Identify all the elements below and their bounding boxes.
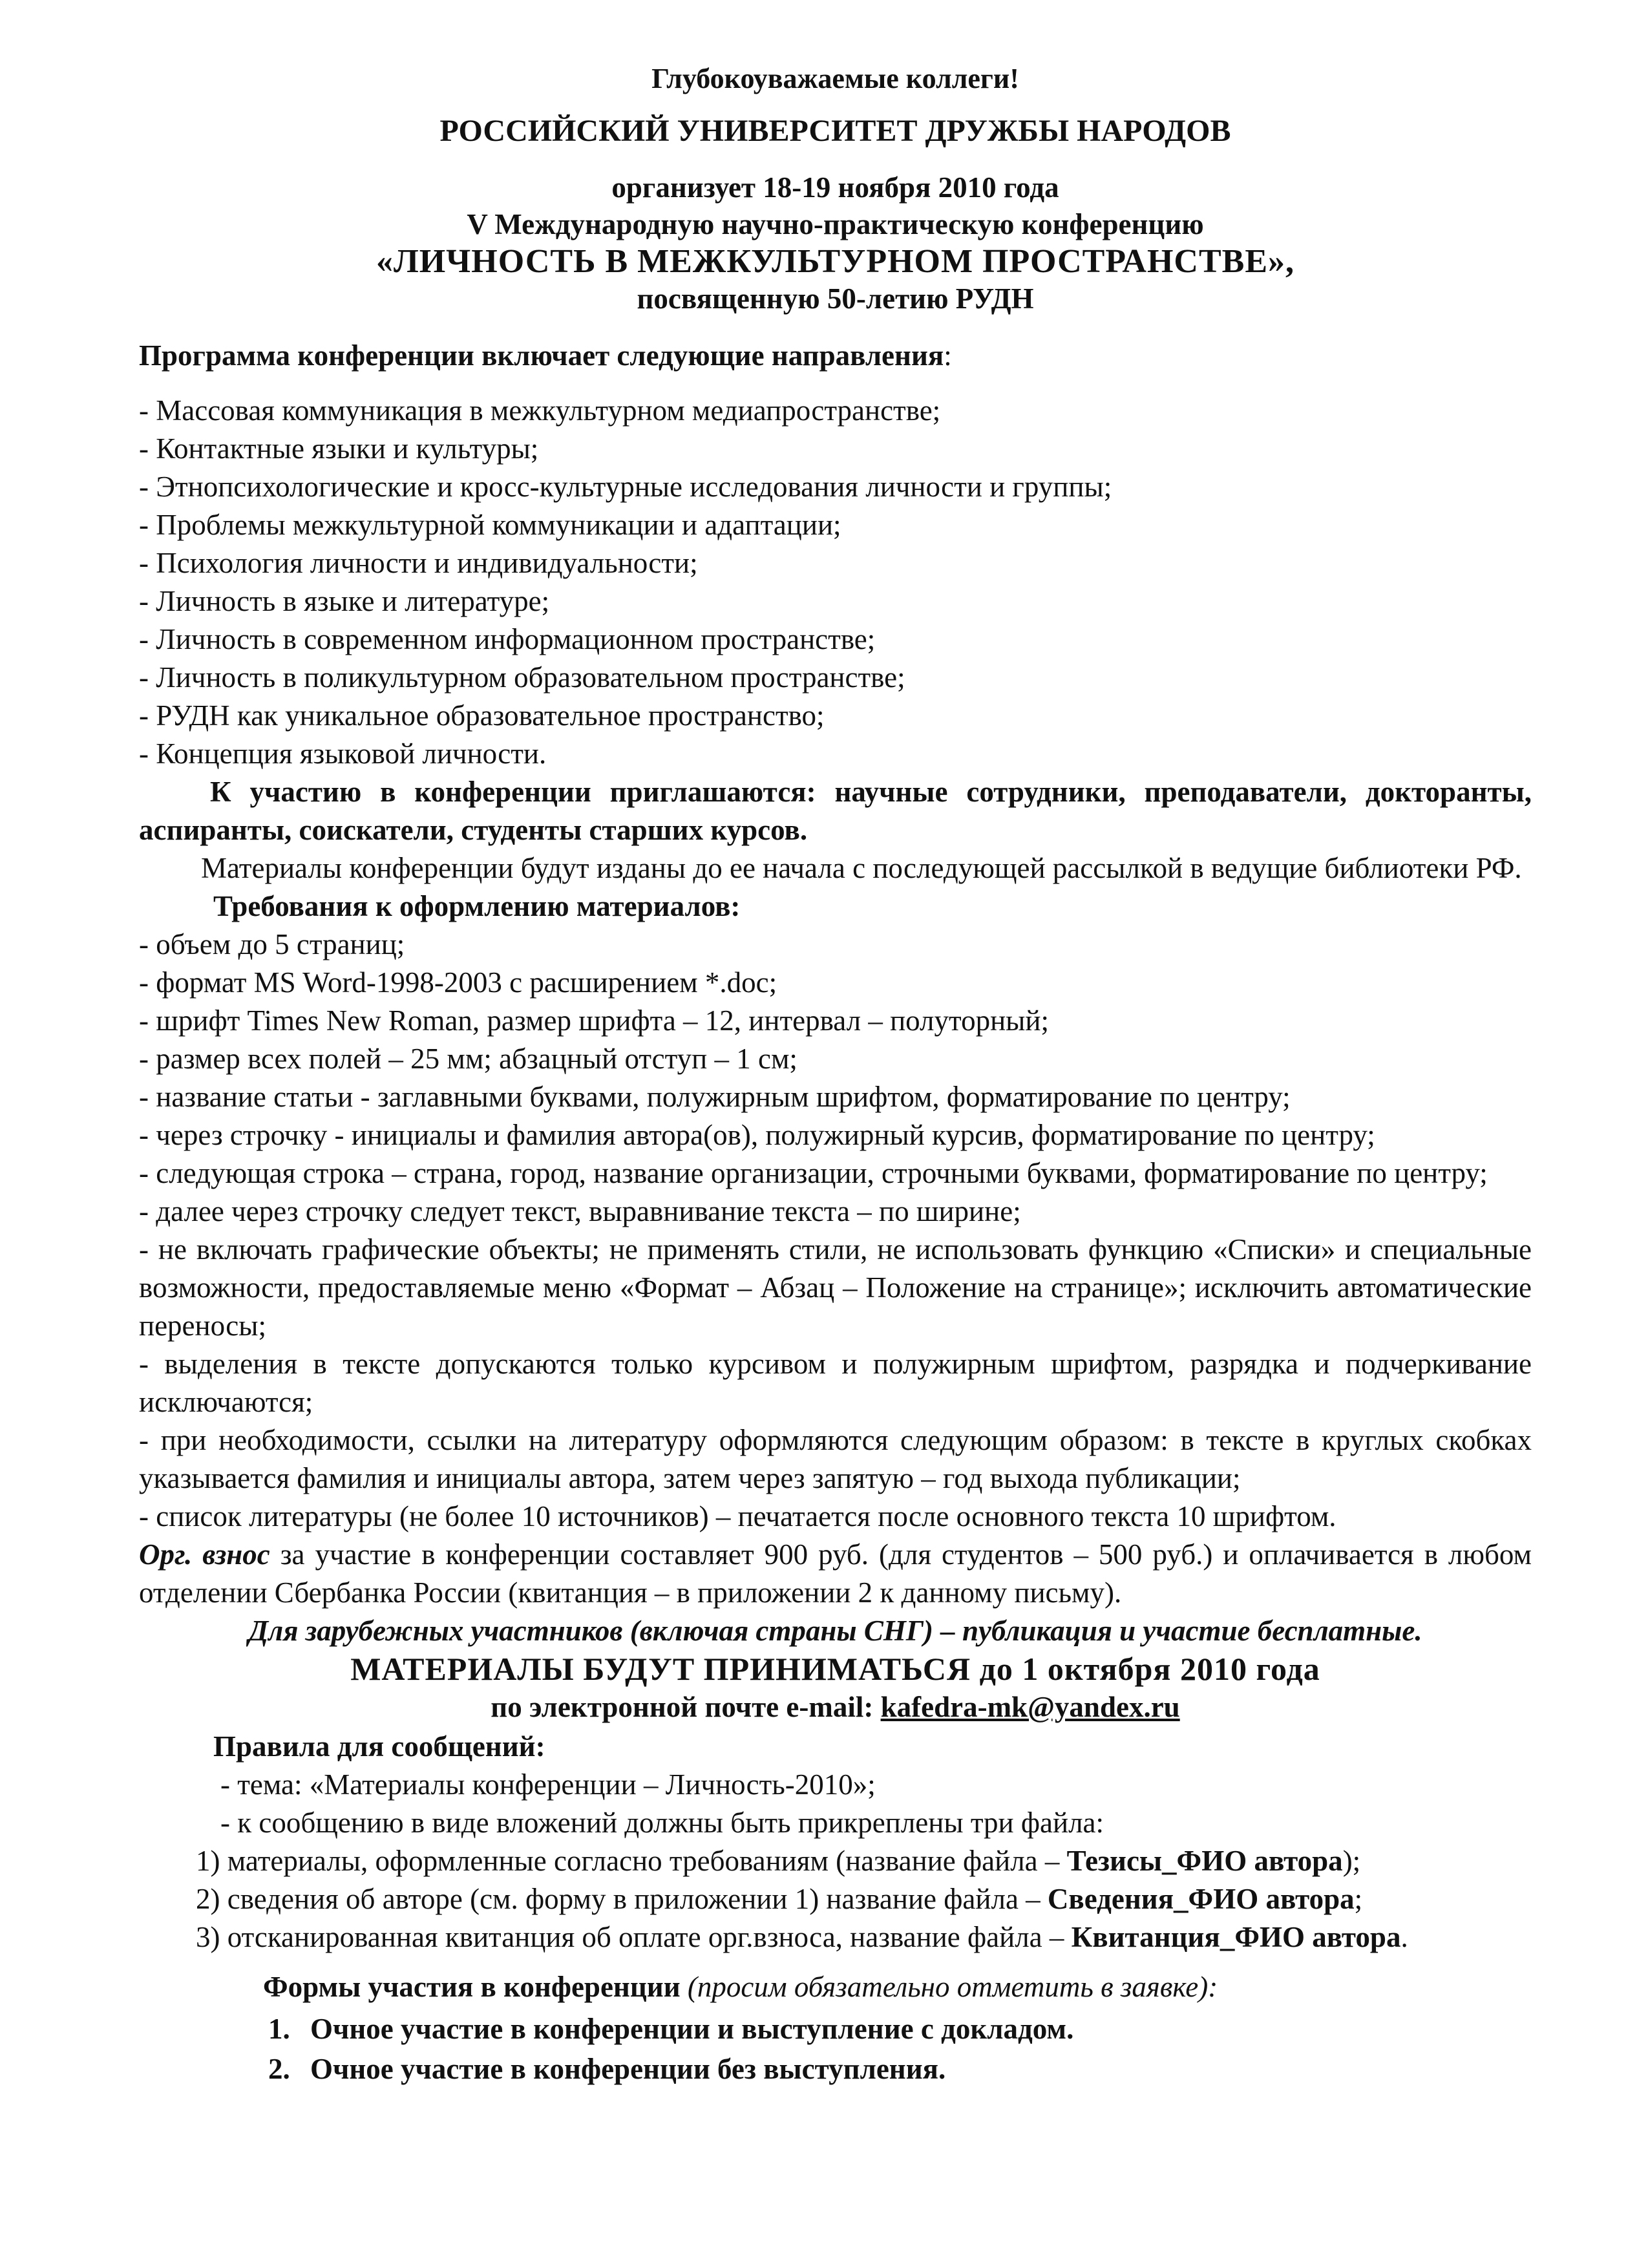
- forms-item: 2. Очное участие в конференции без выступления.: [297, 2049, 1532, 2089]
- participants-paragraph: К участию в конференции приглашаются: научные сотрудники, преподаватели, докторанты, аспиранты, соискатели, студенты старших курсов.: [139, 776, 1532, 846]
- deadline-heading: МАТЕРИАЛЫ БУДУТ ПРИНИМАТЬСЯ до 1 октября 2010 года: [350, 1651, 1320, 1687]
- email-line: [139, 1688, 1532, 1726]
- rules-heading: Правила для сообщений:: [213, 1730, 545, 1763]
- rule-file-2-name: Сведения_ФИО автора: [1047, 1883, 1355, 1915]
- requirement-item: - название статьи - заглавными буквами, полужирным шрифтом, форматирование по центру;: [139, 1081, 1291, 1113]
- rule-attachments: - к сообщению в виде вложений должны быть прикреплены три файла:: [220, 1807, 1104, 1839]
- rule-file-1: [139, 1842, 1532, 1880]
- rule-file-3-text: 3) отсканированная квитанция об оплате орг.взноса, название файла –: [196, 1921, 1072, 1953]
- program-list: [139, 392, 1532, 773]
- program-item: - Психология личности и индивидуальности;: [139, 547, 698, 579]
- requirement-item: - формат MS Word-1998-2003 с расширением *.doc;: [139, 966, 777, 999]
- requirement-item: - объем до 5 страниц;: [139, 928, 405, 960]
- requirement-item: - далее через строчку следует текст, выравнивание текста – по ширине;: [139, 1195, 1021, 1227]
- rule-file-3-end: .: [1400, 1921, 1408, 1953]
- publication-paragraph: Материалы конференции будут изданы до ее начала с последующей рассылкой в ведущие библиотеки РФ.: [201, 852, 1522, 884]
- organizes-date: организует 18-19 ноября 2010 года: [611, 171, 1059, 204]
- program-heading: [139, 337, 1532, 375]
- program-item: - Концепция языковой личности.: [139, 737, 547, 770]
- greeting: Глубокоуважаемые коллеги!: [651, 63, 1019, 94]
- fee-label: Орг. взнос: [139, 1538, 270, 1571]
- forms-heading: [139, 1968, 1532, 2006]
- rule-file-3-name: Квитанция_ФИО автора: [1071, 1921, 1401, 1953]
- requirement-item: - следующая строка – страна, город, название организации, строчными буквами, форматирование по центру;: [139, 1157, 1488, 1189]
- foreign-participants: Для зарубежных участников (включая страны СНГ) – публикация и участие бесплатные.: [248, 1615, 1422, 1647]
- document-page: [139, 59, 1532, 2089]
- conference-line: V Международную научно-практическую конференцию: [467, 208, 1204, 240]
- program-item: - Личность в поликультурном образовательном пространстве;: [139, 661, 905, 694]
- rule-file-2: [139, 1880, 1532, 1918]
- conference-name: «ЛИЧНОСТЬ В МЕЖКУЛЬТУРНОМ ПРОСТРАНСТВЕ»,: [375, 243, 1295, 280]
- rule-file-2-end: ;: [1354, 1883, 1363, 1915]
- requirement-item: - шрифт Times New Roman, размер шрифта – 12, интервал – полуторный;: [139, 1004, 1049, 1037]
- program-item: - РУДН как уникальное образовательное пространство;: [139, 699, 825, 732]
- dedication: посвященную 50-летию РУДН: [637, 282, 1034, 315]
- program-heading-colon: :: [944, 339, 952, 372]
- requirement-item: - не включать графические объекты; не применять стили, не использовать функцию «Списки» и специальные возможности, предоставляемые меню «Формат – Абзац – Положение на странице»; исключить автоматические переносы;: [139, 1233, 1532, 1342]
- requirement-item: - выделения в тексте допускаются только курсивом и полужирным шрифтом, разрядка и подчеркивание исключаются;: [139, 1348, 1532, 1418]
- program-item: - Массовая коммуникация в межкультурном медиапространстве;: [139, 394, 941, 427]
- fee-text: за участие в конференции составляет 900 руб. (для студентов – 500 руб.) и оплачивается в любом отделении Сбербанка России (квитанция – в приложении 2 к данному письму).: [139, 1538, 1532, 1609]
- requirement-item: - при необходимости, ссылки на литературу оформляются следующим образом: в тексте в круглых скобках указывается фамилия и инициалы автора, затем через запятую – год выхода публикации;: [139, 1424, 1532, 1494]
- rule-file-2-text: 2) сведения об авторе (см. форму в приложении 1) название файла –: [196, 1883, 1048, 1915]
- email-prefix: по электронной почте e-mail:: [491, 1691, 881, 1723]
- rule-file-1-text: 1) материалы, оформленные согласно требованиям (название файла –: [196, 1845, 1067, 1877]
- program-item: - Личность в современном информационном пространстве;: [139, 623, 876, 655]
- program-item: - Этнопсихологические и кросс-культурные исследования личности и группы;: [139, 471, 1112, 503]
- program-item: - Контактные языки и культуры;: [139, 432, 539, 465]
- rule-file-3: [139, 1918, 1532, 1956]
- program-heading-text: Программа конференции включает следующие направления: [139, 339, 944, 372]
- program-item: - Личность в языке и литературе;: [139, 585, 550, 617]
- rule-file-1-end: );: [1342, 1845, 1361, 1877]
- university-name: РОССИЙСКИЙ УНИВЕРСИТЕТ ДРУЖБЫ НАРОДОВ: [439, 114, 1231, 148]
- forms-note: (просим обязательно отметить в заявке):: [680, 1971, 1218, 2003]
- requirement-item: - список литературы (не более 10 источников) – печатается после основного текста 10 шрифтом.: [139, 1500, 1336, 1532]
- rule-file-1-name: Тезисы_ФИО автора: [1066, 1845, 1343, 1877]
- forms-list: [139, 2009, 1532, 2089]
- requirements-list: [139, 926, 1532, 1536]
- email-link[interactable]: kafedra-mk@yandex.ru: [880, 1691, 1180, 1723]
- fee-paragraph: [139, 1536, 1532, 1612]
- requirements-heading: Требования к оформлению материалов:: [213, 890, 741, 922]
- rule-topic: - тема: «Материалы конференции – Личность-2010»;: [220, 1768, 876, 1801]
- requirement-item: - через строчку - инициалы и фамилия автора(ов), полужирный курсив, форматирование по центру;: [139, 1119, 1375, 1151]
- forms-item: 1. Очное участие в конференции и выступление с докладом.: [297, 2009, 1532, 2049]
- requirement-item: - размер всех полей – 25 мм; абзацный отступ – 1 см;: [139, 1043, 798, 1075]
- forms-heading-text: Формы участия в конференции: [263, 1971, 681, 2003]
- program-item: - Проблемы межкультурной коммуникации и адаптации;: [139, 509, 841, 541]
